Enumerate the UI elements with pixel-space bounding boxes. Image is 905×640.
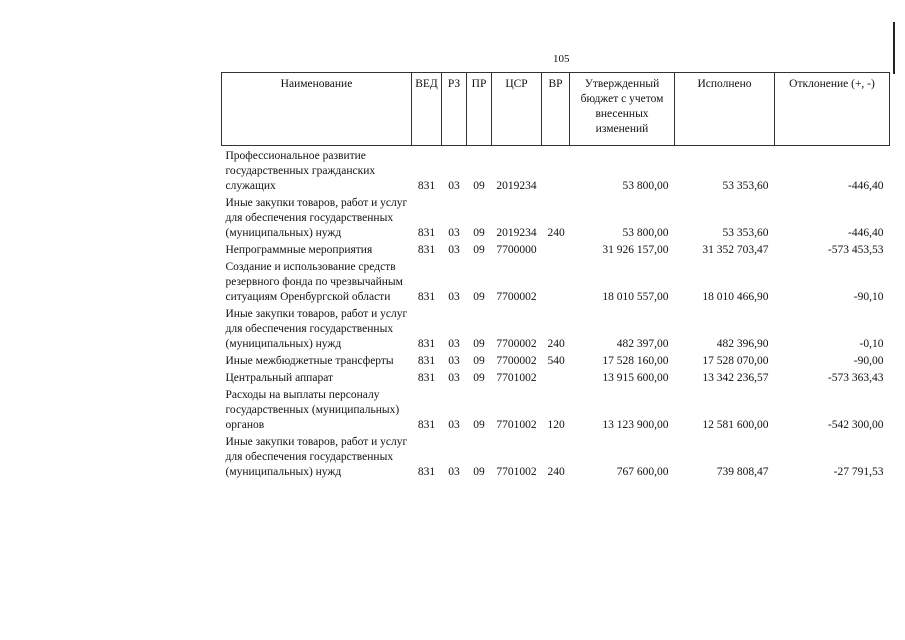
row-rz: 03 — [448, 466, 460, 478]
row-deviation: -0,10 — [859, 338, 884, 350]
table-row — [222, 435, 890, 482]
row-approved: 767 600,00 — [616, 466, 669, 478]
row-vr: 540 — [547, 355, 565, 367]
table-row — [222, 307, 890, 354]
row-approved: 53 800,00 — [622, 180, 669, 192]
row-pr: 09 — [473, 244, 485, 256]
row-csr: 7700000 — [496, 244, 537, 256]
row-vr: 120 — [547, 419, 565, 431]
row-csr: 7701002 — [496, 372, 537, 384]
row-csr: 7700002 — [496, 338, 537, 350]
header-name: Наименование — [222, 73, 412, 146]
row-pr: 09 — [473, 227, 485, 239]
row-name: Иные закупки товаров, работ и услуг для обеспечения государственных (муниципальных) нужд — [225, 436, 408, 478]
page-number: 105 — [553, 53, 570, 65]
header-deviation: Отклонение (+, -) — [775, 73, 890, 146]
header-rz: РЗ — [442, 73, 467, 146]
header-approved: Утвержденный бюджет с учетом внесенных изменений — [570, 73, 675, 146]
row-vr: 240 — [547, 227, 565, 239]
row-vr — [542, 371, 570, 388]
table-row — [222, 354, 890, 371]
table-row — [222, 146, 890, 197]
row-csr: 2019234 — [496, 180, 537, 192]
row-name: Профессиональное развитие государственных гражданских служащих — [225, 150, 376, 192]
header-vr: ВР — [542, 73, 570, 146]
row-approved: 13 915 600,00 — [602, 372, 669, 384]
row-approved: 18 010 557,00 — [602, 291, 669, 303]
row-approved: 31 926 157,00 — [602, 244, 669, 256]
row-rz: 03 — [448, 372, 460, 384]
row-approved: 13 123 900,00 — [602, 419, 669, 431]
row-pr: 09 — [473, 355, 485, 367]
row-pr: 09 — [473, 338, 485, 350]
row-ved: 831 — [417, 372, 436, 384]
row-csr: 7700002 — [496, 355, 537, 367]
table-row — [222, 243, 890, 260]
row-deviation: -90,10 — [853, 291, 884, 303]
row-csr: 7701002 — [496, 466, 537, 478]
row-vr — [542, 146, 570, 197]
row-ved: 831 — [417, 338, 436, 350]
row-deviation: -446,40 — [848, 227, 884, 239]
scan-edge-mark — [893, 22, 895, 74]
row-ved: 831 — [417, 291, 436, 303]
row-executed: 17 528 070,00 — [702, 355, 769, 367]
row-pr: 09 — [473, 466, 485, 478]
row-rz: 03 — [448, 227, 460, 239]
row-pr: 09 — [473, 291, 485, 303]
row-executed: 12 581 600,00 — [702, 419, 769, 431]
row-executed: 53 353,60 — [722, 227, 769, 239]
row-csr: 7701002 — [496, 419, 537, 431]
row-approved: 53 800,00 — [622, 227, 669, 239]
header-csr: ЦСР — [492, 73, 542, 146]
row-deviation: -90,00 — [853, 355, 884, 367]
row-vr — [542, 243, 570, 260]
row-ved: 831 — [417, 244, 436, 256]
row-ved: 831 — [417, 227, 436, 239]
row-executed: 18 010 466,90 — [702, 291, 769, 303]
row-rz: 03 — [448, 338, 460, 350]
row-deviation: -446,40 — [848, 180, 884, 192]
row-ved: 831 — [417, 419, 436, 431]
table-row — [222, 260, 890, 307]
table-row — [222, 371, 890, 388]
row-ved: 831 — [417, 180, 436, 192]
row-pr: 09 — [473, 419, 485, 431]
row-approved: 482 397,00 — [616, 338, 669, 350]
row-executed: 53 353,60 — [722, 180, 769, 192]
row-rz: 03 — [448, 180, 460, 192]
row-deviation: -573 453,53 — [827, 244, 884, 256]
header-executed: Исполнено — [675, 73, 775, 146]
table-header-row — [222, 73, 890, 146]
row-approved: 17 528 160,00 — [602, 355, 669, 367]
row-executed: 13 342 236,57 — [702, 372, 769, 384]
row-pr: 09 — [473, 372, 485, 384]
row-name: Непрограммные мероприятия — [225, 244, 373, 256]
row-csr: 7700002 — [496, 291, 537, 303]
row-name: Расходы на выплаты персоналу государственных (муниципальных) органов — [225, 389, 400, 431]
row-deviation: -27 791,53 — [833, 466, 884, 478]
row-rz: 03 — [448, 419, 460, 431]
row-ved: 831 — [417, 466, 436, 478]
row-ved: 831 — [417, 355, 436, 367]
row-rz: 03 — [448, 355, 460, 367]
row-rz: 03 — [448, 291, 460, 303]
row-name: Создание и использование средств резервного фонда по чрезвычайным ситуациям Оренбургской области — [225, 261, 403, 303]
row-executed: 482 396,90 — [716, 338, 769, 350]
table-row — [222, 388, 890, 435]
header-ved: ВЕД — [412, 73, 442, 146]
budget-execution-table — [221, 72, 890, 482]
table-row — [222, 196, 890, 243]
row-name: Центральный аппарат — [225, 372, 334, 384]
row-rz: 03 — [448, 244, 460, 256]
row-vr: 240 — [547, 338, 565, 350]
row-csr: 2019234 — [496, 227, 537, 239]
row-name: Иные закупки товаров, работ и услуг для обеспечения государственных (муниципальных) нужд — [225, 308, 408, 350]
row-vr — [542, 260, 570, 307]
row-deviation: -542 300,00 — [827, 419, 884, 431]
row-vr: 240 — [547, 466, 565, 478]
row-deviation: -573 363,43 — [827, 372, 884, 384]
row-executed: 31 352 703,47 — [702, 244, 769, 256]
row-executed: 739 808,47 — [716, 466, 769, 478]
header-pr: ПР — [467, 73, 492, 146]
row-pr: 09 — [473, 180, 485, 192]
row-name: Иные закупки товаров, работ и услуг для обеспечения государственных (муниципальных) нужд — [225, 197, 408, 239]
row-name: Иные межбюджетные трансферты — [225, 355, 394, 367]
